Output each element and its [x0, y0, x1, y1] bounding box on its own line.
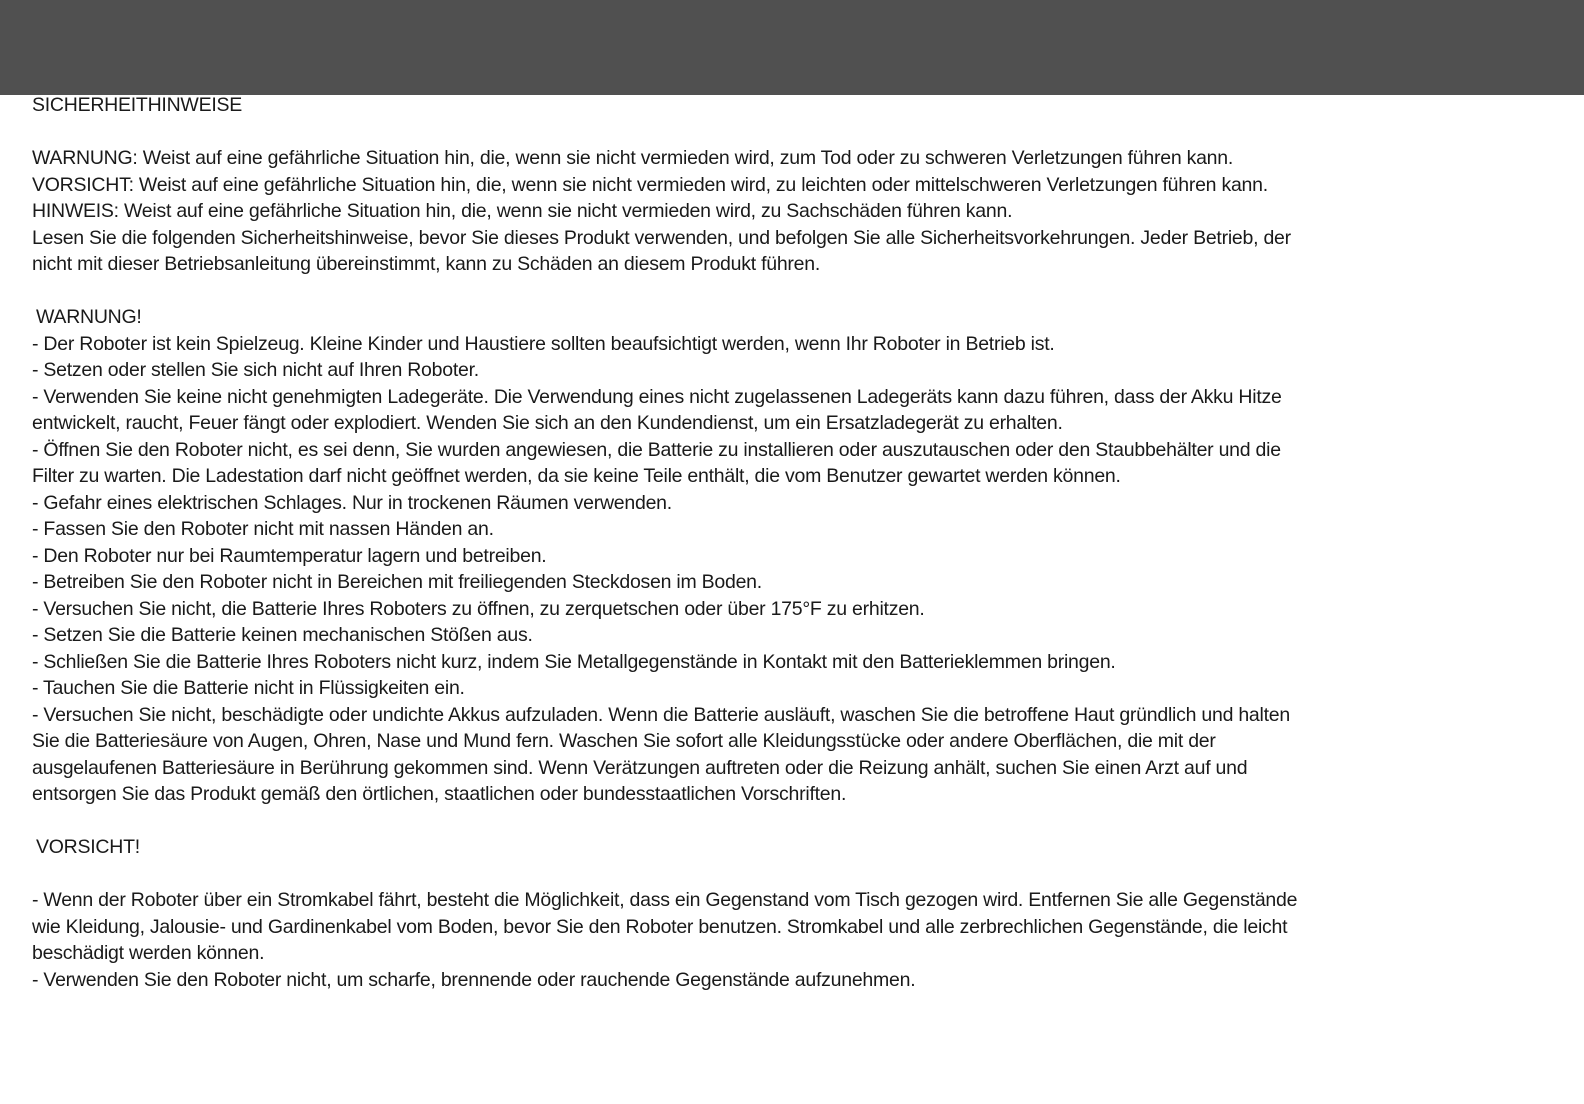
warning-line: ausgelaufenen Batteriesäure in Berührung gekommen sind. Wenn Verätzungen auftreten oder die Reizung anhält, suchen Sie einen Arzt auf und [32, 756, 1248, 779]
spacer [32, 119, 1552, 146]
spacer [32, 808, 1552, 835]
top-bar [0, 0, 1584, 95]
warning-line: - Verwenden Sie keine nicht genehmigten Ladegeräte. Die Verwendung eines nicht zugelassenen Ladegeräts kann dazu führen, dass der Akku Hitze [32, 385, 1282, 408]
warning-line: - Betreiben Sie den Roboter nicht in Bereichen mit freiliegenden Steckdosen im Boden. [32, 571, 762, 593]
warning-line: entwickelt, raucht, Feuer fängt oder explodiert. Wenden Sie sich an den Kundendienst, um ein Ersatzladegerät zu erhalten. [32, 412, 1063, 434]
warning-line: - Gefahr eines elektrischen Schlages. Nur in trockenen Räumen verwenden. [32, 491, 672, 514]
warning-line: - Fassen Sie den Roboter nicht mit nassen Händen an. [32, 518, 494, 540]
warning-line: Sie die Batteriesäure von Augen, Ohren, Nase und Mund fern. Waschen Sie sofort alle Kleidungsstücke oder andere Oberflächen, die mit der [32, 730, 1216, 752]
caution-line: - Wenn der Roboter über ein Stromkabel fährt, besteht die Möglichkeit, dass ein Gegenstand vom Tisch gezogen wird. Entfernen Sie alle Gegenstände [32, 889, 1298, 911]
safety-document [32, 92, 1552, 993]
warning-line: - Den Roboter nur bei Raumtemperatur lagern und betreiben. [32, 544, 547, 567]
intro-line: VORSICHT: Weist auf eine gefährliche Situation hin, die, wenn sie nicht vermieden wird, zu leichten oder mittelschweren Verletzungen führen kann. [32, 173, 1268, 196]
warning-line: - Setzen oder stellen Sie sich nicht auf Ihren Roboter. [32, 359, 479, 381]
intro-line: Lesen Sie die folgenden Sicherheitshinweise, bevor Sie dieses Produkt verwenden, und befolgen Sie alle Sicherheitsvorkehrungen. Jeder Betrieb, der [32, 226, 1291, 249]
warning-line: - Versuchen Sie nicht, beschädigte oder undichte Akkus aufzuladen. Wenn die Batterie ausläuft, waschen Sie die betroffene Haut gründlich und halten [32, 703, 1290, 726]
warning-line: - Tauchen Sie die Batterie nicht in Flüssigkeiten ein. [32, 677, 465, 699]
intro-line: WARNUNG: Weist auf eine gefährliche Situation hin, die, wenn sie nicht vermieden wird, zum Tod oder zu schweren Verletzungen führen kann. [32, 147, 1234, 169]
caution-section [32, 834, 1552, 993]
warning-line: - Schließen Sie die Batterie Ihres Roboters nicht kurz, indem Sie Metallgegenstände in Kontakt mit den Batterieklemmen bringen. [32, 650, 1116, 673]
intro-section [32, 145, 1552, 278]
document-title: SICHERHEITHINWEISE [32, 94, 243, 116]
intro-line: nicht mit dieser Betriebsanleitung übereinstimmt, kann zu Schäden an diesem Produkt führen. [32, 253, 821, 275]
spacer [32, 861, 1552, 888]
warning-line: - Der Roboter ist kein Spielzeug. Kleine Kinder und Haustiere sollten beaufsichtigt werden, wenn Ihr Roboter in Betrieb ist. [32, 332, 1055, 355]
caution-line: wie Kleidung, Jalousie- und Gardinenkabel vom Boden, bevor Sie den Roboter benutzen. Stromkabel und alle zerbrechlichen Gegenstände, die leicht [32, 915, 1288, 938]
warning-line: - Öffnen Sie den Roboter nicht, es sei denn, Sie wurden angewiesen, die Batterie zu installieren oder auszutauschen oder den Staubbehälter und die [32, 438, 1281, 461]
caution-line: beschädigt werden können. [32, 942, 265, 964]
spacer [32, 278, 1552, 305]
caution-heading: VORSICHT! [36, 836, 140, 858]
warning-line: entsorgen Sie das Produkt gemäß den örtlichen, staatlichen oder bundesstaatlichen Vorschriften. [32, 783, 847, 805]
warning-line: Filter zu warten. Die Ladestation darf nicht geöffnet werden, da sie keine Teile enthält, die vom Benutzer gewartet werden können. [32, 465, 1121, 487]
warning-section [32, 304, 1552, 808]
caution-line: - Verwenden Sie den Roboter nicht, um scharfe, brennende oder rauchende Gegenstände aufzunehmen. [32, 968, 916, 991]
intro-line: HINWEIS: Weist auf eine gefährliche Situation hin, die, wenn sie nicht vermieden wird, zu Sachschäden führen kann. [32, 200, 1013, 222]
warning-line: - Versuchen Sie nicht, die Batterie Ihres Roboters zu öffnen, zu zerquetschen oder über 175°F zu erhitzen. [32, 597, 925, 620]
warning-heading: WARNUNG! [36, 306, 142, 328]
warning-line: - Setzen Sie die Batterie keinen mechanischen Stößen aus. [32, 624, 533, 646]
